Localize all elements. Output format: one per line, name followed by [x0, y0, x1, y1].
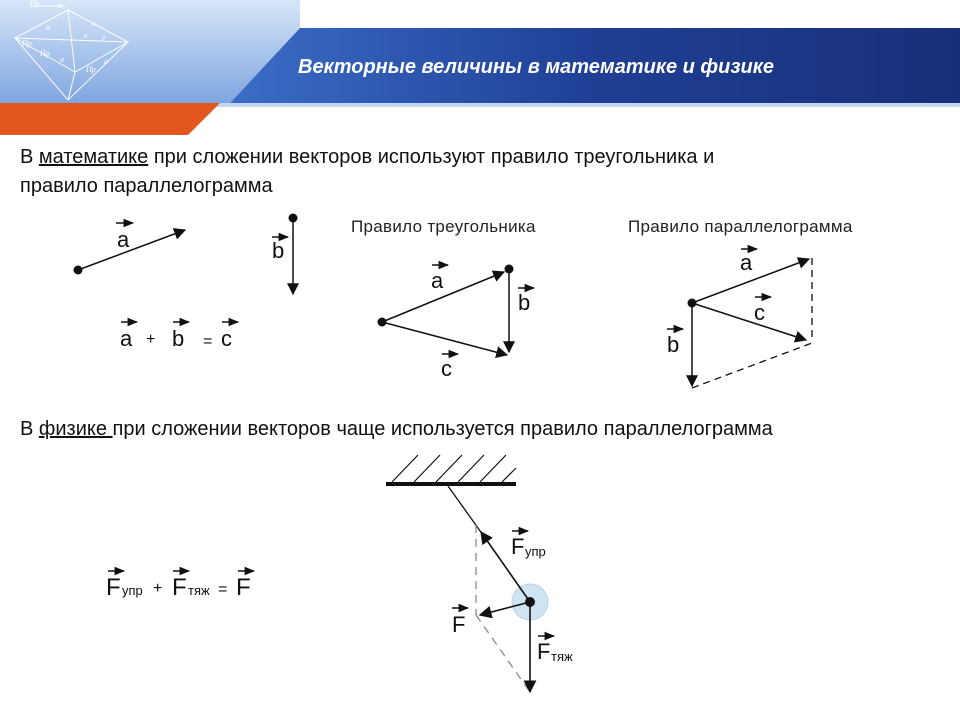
logo-label: e [102, 33, 106, 42]
logo-label: Пр [22, 39, 32, 48]
logo-label: a [60, 55, 64, 64]
parallelogram-rule-diagram [667, 249, 812, 388]
par-label-a: a [740, 250, 753, 275]
ceiling-hatching [392, 455, 516, 482]
eq-equals: = [203, 333, 213, 350]
parallelogram-rule-caption: Правило параллелограмма [628, 217, 853, 236]
physics-equation [106, 571, 254, 601]
physics-intro-rest: при сложении векторов чаще используется правило параллелограмма [112, 418, 773, 440]
eq-plus: + [146, 331, 156, 348]
label-F: F [452, 612, 466, 637]
phys-eq-equals: = [218, 581, 228, 598]
eq-c: c [221, 326, 232, 351]
vector-b-standalone [272, 214, 298, 295]
logo-label: a [104, 57, 108, 66]
physics-link: физике [38, 418, 113, 440]
phys-eq-upr: упр [122, 583, 143, 598]
phys-eq-F3: F [236, 574, 251, 601]
label-F-tyazh: F [537, 639, 551, 664]
math-intro-rest: при сложении векторов используют правило треугольника и [148, 146, 715, 168]
logo-label: Пр [40, 49, 50, 58]
vector-a-standalone [74, 223, 186, 275]
par-label-c: c [754, 300, 765, 325]
math-equation [120, 322, 238, 351]
logo-label: Пр [86, 65, 96, 74]
phys-eq-plus: + [153, 580, 163, 597]
triangle-rule-diagram [378, 265, 535, 382]
label-F-upr-sub: упр [525, 544, 546, 559]
page-title: Векторные величины в математике и физике [298, 56, 774, 78]
tri-label-a: a [431, 268, 444, 293]
logo-label: a [58, 1, 62, 10]
logo-label: Пр [30, 0, 40, 8]
logo-label: e [84, 31, 88, 40]
label-F-tyazh-sub: тяж [551, 649, 573, 664]
phys-eq-tyazh: тяж [188, 583, 210, 598]
tri-label-b: b [518, 290, 531, 315]
phys-eq-F1: F [106, 574, 121, 601]
eq-a: a [120, 326, 133, 351]
logo-label: a [46, 23, 50, 32]
pendulum-diagram [386, 455, 573, 692]
eq-b: b [172, 326, 185, 351]
par-label-b: b [667, 332, 680, 357]
math-link: математике [38, 146, 149, 168]
logo-label: c [92, 19, 96, 28]
tri-label-c: c [441, 356, 452, 381]
triangle-rule-caption: Правило треугольника [351, 217, 536, 236]
physics-intro-prefix: В [20, 418, 39, 440]
phys-eq-F2: F [172, 574, 187, 601]
math-intro-line-2: правило параллелограмма [20, 175, 273, 197]
label-a: a [117, 227, 130, 252]
math-intro-prefix: В [20, 146, 39, 168]
label-F-upr: F [511, 534, 525, 559]
label-b: b [272, 238, 285, 263]
